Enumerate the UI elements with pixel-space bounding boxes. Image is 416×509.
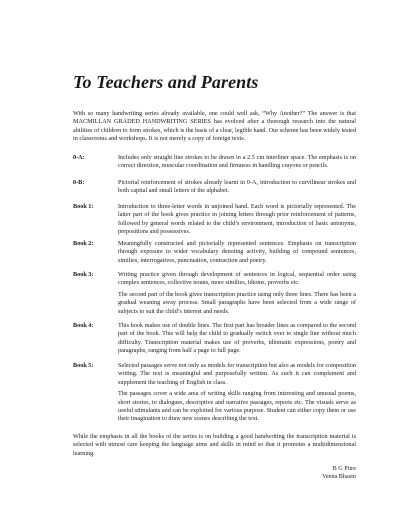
entry-paragraph: Selected passages serve not only as models for transcription but also as models for composition writing. The text is meaningful and purposefully written. As such it can complement and supplement the teaching of English in class.	[118, 362, 356, 386]
signature-block	[322, 465, 356, 482]
author-name: B G Pitre	[332, 465, 356, 472]
page-title: To Teachers and Parents	[73, 72, 259, 92]
entry-paragraph: The passages cover a wide area of writing skills ranging from interesting and unusual poems, short stories, to dialogues, descriptive and narrative passages, reports etc. The visuals serve as useful stimulants and can be exploited for various purpose. Student can either copy them or use their imagination to draw new scenes describing the text.	[118, 390, 356, 423]
entry-paragraph: Pictorial reinforcement of strokes already learnt in 0-A, introduction to curvilinear strokes and both capital and small letters of the alphabet.	[118, 179, 356, 195]
entry-body	[118, 154, 356, 174]
closing-paragraph: While the emphasis in all the books of the series is on building a good handwriting the transcription material is selected with utmost care keeping the language aims and skills in mind so that it promotes a multidimensional learning.	[73, 433, 356, 457]
entry-paragraph: Introduction to three-letter words in unjoined hand. Each word is pictorially represented. The latter part of the book gives practice in joining letters through prior reinforcement of patterns, followed by general words related to the child’s environment, introduction of basic antonyms, prepositions and possessives.	[118, 203, 356, 236]
author-name: Veena Bhasin	[322, 473, 356, 481]
entry-paragraph: Writing practice given through development of sentences in logical, sequential order using complex sentences, collective nouns, more similies, idioms, proverbs etc.	[118, 271, 356, 287]
entry-label: Book 4:	[73, 322, 94, 329]
intro-paragraph: With so many handwriting series already available, one could well ask, “Why Another?” The answer is that MACMILLAN GRADED HANDWRITING SERIES has evolved after a thorough research into the natural abilities of children to form strokes, which is the basis of a clear, legible hand. Our scheme has been widely tested in classrooms and workshops. It is not merely a copy of foreign texts.	[73, 110, 356, 143]
entry-body	[118, 179, 356, 199]
entry-body	[118, 322, 356, 359]
entry-label: Book 2:	[73, 240, 94, 247]
entry-label: Book 3:	[73, 271, 94, 278]
entry-label: 0-A:	[73, 154, 85, 161]
entry-label: 0-B:	[73, 179, 85, 186]
entry-paragraph: The second part of the book gives transcription practice using only three lines. There has been a gradual weaning away process. Small paragraphs have been selected from a wide range of subjects to suit the child’s interest and needs.	[118, 290, 356, 315]
entry-paragraph: Includes only straight line strokes to be drawn in a 2.5 cm interliner space. The emphasis is on correct direction, muscular coordination and firmness in handling crayons or pencils.	[118, 154, 356, 170]
entry-body	[118, 240, 356, 268]
entry-body	[118, 271, 356, 319]
entry-body	[118, 362, 356, 427]
entry-label: Book 5:	[73, 362, 94, 369]
entry-body	[118, 203, 356, 240]
entry-label: Book 1:	[73, 203, 94, 210]
entry-paragraph: This book makes use of double lines. The first part has broader lines as compared to the second part of the book. This will help the child to gradually switch over to single line without much difficulty. Transcription material makes use of proverbs, idiomatic expressions, poetry and paragraphs, ranging from half a page to full page.	[118, 322, 356, 355]
entry-paragraph: Meaningfully constructed and pictorially represented sentences. Emphasis on transcription through exposure to wider vocabulary denoting activity, building of compound sentences, similies, interrogatives, punctuation, contraction and poetry.	[118, 240, 356, 264]
